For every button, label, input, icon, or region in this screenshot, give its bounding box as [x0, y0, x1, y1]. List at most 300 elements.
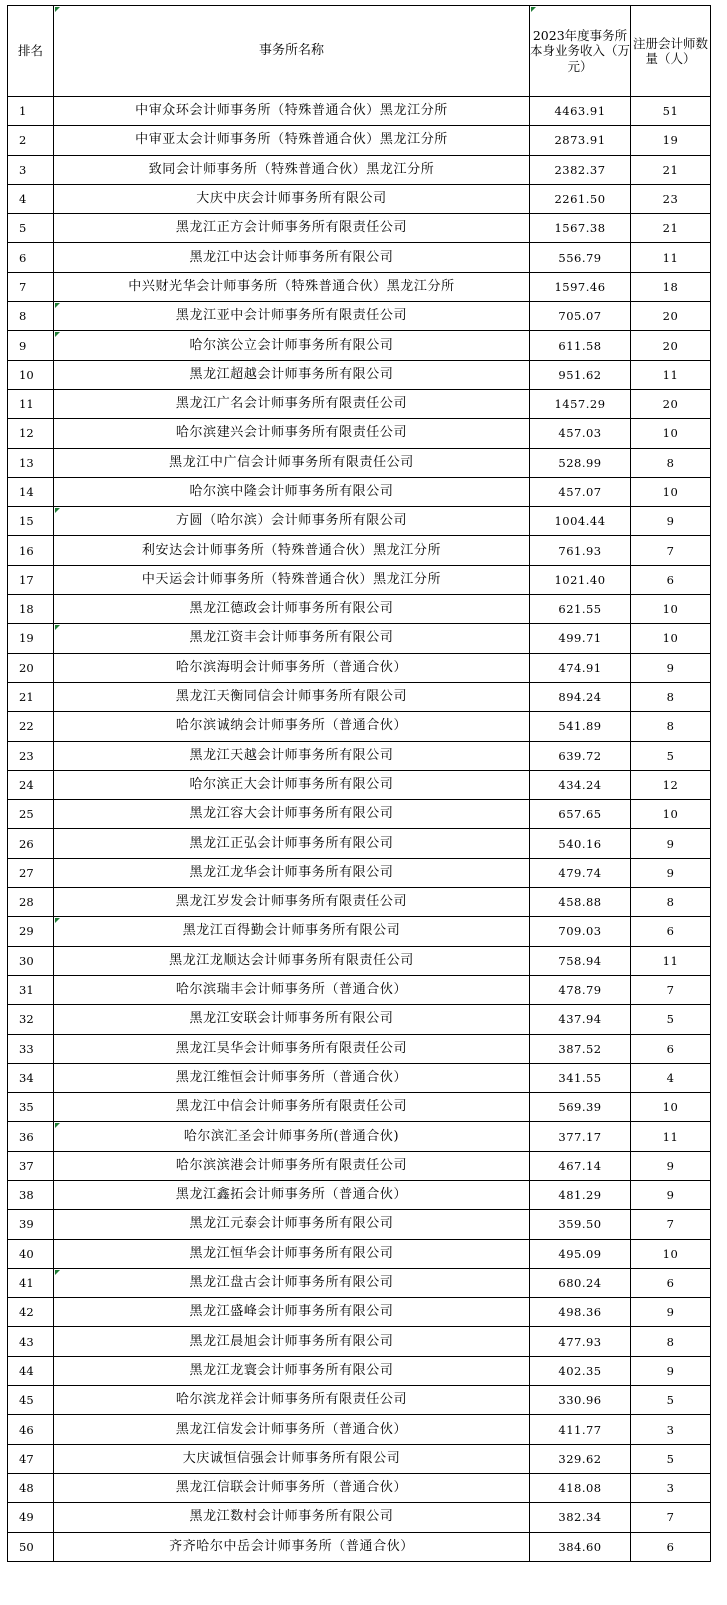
comment-marker-icon	[531, 7, 536, 12]
table-row	[8, 1093, 711, 1122]
revenue-cell	[530, 536, 631, 565]
firm-name-cell	[54, 800, 530, 829]
cpa-count-cell-text: 10	[662, 1100, 679, 1115]
firm-name-cell	[54, 1532, 530, 1561]
revenue-cell	[530, 712, 631, 741]
rank-cell-text: 12	[19, 426, 34, 441]
cpa-count-cell-text: 9	[666, 514, 675, 529]
table-row	[8, 888, 711, 917]
revenue-cell-text: 709.03	[558, 924, 602, 939]
rank-cell	[8, 1210, 54, 1239]
revenue-cell-text: 1021.40	[554, 572, 606, 587]
firm-name-cell-text: 哈尔滨汇圣会计师事务所(普通合伙)	[183, 1128, 400, 1144]
firm-name-cell-text: 哈尔滨瑞丰会计师事务所（普通合伙）	[175, 982, 408, 998]
cpa-count-cell-text: 3	[666, 1481, 675, 1496]
cpa-count-cell-text: 9	[666, 1363, 675, 1378]
firm-name-cell	[54, 214, 530, 243]
revenue-cell	[530, 975, 631, 1004]
revenue-cell-text: 467.14	[558, 1158, 602, 1173]
cpa-count-cell	[631, 1093, 711, 1122]
firm-name-cell	[54, 858, 530, 887]
rank-cell	[8, 858, 54, 887]
cpa-count-cell	[631, 302, 711, 331]
rank-cell-text: 16	[19, 543, 34, 558]
firm-name-cell	[54, 507, 530, 536]
firm-name-cell-text: 哈尔滨龙祥会计师事务所有限责任公司	[175, 1392, 408, 1408]
revenue-cell-text: 457.03	[558, 426, 602, 441]
rank-cell-text: 38	[19, 1188, 34, 1203]
revenue-cell	[530, 1093, 631, 1122]
cpa-count-cell-text: 12	[662, 777, 679, 792]
cpa-count-cell	[631, 1180, 711, 1209]
firm-name-cell	[54, 712, 530, 741]
rank-cell	[8, 829, 54, 858]
cpa-count-cell-text: 18	[662, 279, 679, 294]
firm-name-cell	[54, 1034, 530, 1063]
revenue-cell-text: 499.71	[558, 631, 602, 646]
rank-cell-text: 46	[19, 1422, 34, 1437]
rank-cell	[8, 448, 54, 477]
firm-name-cell-text: 黑龙江中广信会计师事务所有限责任公司	[169, 454, 414, 470]
cpa-count-cell-text: 10	[662, 631, 679, 646]
table-row	[8, 419, 711, 448]
rank-cell-text: 29	[19, 924, 34, 939]
cpa-count-cell	[631, 1503, 711, 1532]
rank-cell-text: 36	[19, 1129, 34, 1144]
cpa-count-cell	[631, 624, 711, 653]
firm-name-cell-text: 黑龙江容大会计师事务所有限公司	[189, 806, 394, 822]
table-row	[8, 507, 711, 536]
firm-name-cell-text: 黑龙江龙寰会计师事务所有限公司	[189, 1362, 394, 1378]
cpa-count-cell	[631, 946, 711, 975]
revenue-cell-text: 1597.46	[554, 279, 606, 294]
cpa-count-cell	[631, 536, 711, 565]
rank-cell	[8, 1122, 54, 1151]
firm-name-cell	[54, 946, 530, 975]
rank-cell	[8, 360, 54, 389]
revenue-cell-text: 758.94	[558, 953, 602, 968]
cpa-count-cell	[631, 1005, 711, 1034]
rank-cell-text: 21	[19, 690, 34, 705]
comment-marker-icon	[55, 332, 60, 337]
rank-cell-text: 49	[19, 1510, 34, 1525]
rank-cell	[8, 1415, 54, 1444]
cpa-count-cell	[631, 858, 711, 887]
cpa-count-cell	[631, 1386, 711, 1415]
cpa-count-cell	[631, 829, 711, 858]
revenue-cell	[530, 653, 631, 682]
table-row	[8, 975, 711, 1004]
revenue-cell	[530, 1210, 631, 1239]
rank-cell-text: 47	[19, 1451, 34, 1466]
revenue-cell	[530, 419, 631, 448]
cpa-count-cell-text: 11	[662, 367, 679, 382]
rank-cell-text: 32	[19, 1012, 34, 1027]
rank-cell-text: 2	[19, 133, 27, 148]
revenue-cell	[530, 1063, 631, 1092]
cpa-count-cell-text: 10	[662, 602, 679, 617]
firm-name-cell	[54, 888, 530, 917]
header-revenue-label: 2023年度事务所本身业务收入（万元）	[530, 27, 631, 74]
cpa-count-cell	[631, 389, 711, 418]
cpa-count-cell	[631, 1532, 711, 1561]
firm-name-cell-text: 黑龙江德政会计师事务所有限公司	[189, 601, 394, 617]
rank-cell	[8, 1093, 54, 1122]
table-row	[8, 1151, 711, 1180]
revenue-cell	[530, 682, 631, 711]
firm-name-cell	[54, 741, 530, 770]
firm-name-cell	[54, 624, 530, 653]
table-row	[8, 712, 711, 741]
revenue-cell	[530, 1268, 631, 1297]
comment-marker-icon	[55, 918, 60, 923]
rank-cell	[8, 1444, 54, 1473]
cpa-count-cell	[631, 448, 711, 477]
revenue-cell-text: 458.88	[558, 895, 602, 910]
revenue-cell-text: 498.36	[558, 1305, 602, 1320]
firm-name-cell	[54, 360, 530, 389]
firm-name-cell	[54, 1151, 530, 1180]
firm-name-cell	[54, 917, 530, 946]
cpa-count-cell	[631, 1122, 711, 1151]
table-row	[8, 1473, 711, 1502]
table-row	[8, 302, 711, 331]
cpa-count-cell	[631, 917, 711, 946]
firm-name-cell	[54, 331, 530, 360]
revenue-cell	[530, 1298, 631, 1327]
rank-cell-text: 9	[19, 338, 27, 353]
firm-name-cell	[54, 1093, 530, 1122]
cpa-count-cell	[631, 1356, 711, 1385]
cpa-count-cell-text: 8	[666, 455, 675, 470]
firm-name-cell-text: 黑龙江鑫拓会计师事务所（普通合伙）	[175, 1187, 408, 1203]
firm-name-cell	[54, 1210, 530, 1239]
rank-cell	[8, 1180, 54, 1209]
rank-cell	[8, 184, 54, 213]
revenue-cell-text: 761.93	[558, 543, 602, 558]
firm-name-cell-text: 利安达会计师事务所（特殊普通合伙）黑龙江分所	[141, 542, 442, 558]
table-row	[8, 1356, 711, 1385]
table-row	[8, 360, 711, 389]
table-row	[8, 1386, 711, 1415]
comment-marker-icon	[55, 1270, 60, 1275]
rank-cell-text: 27	[19, 865, 34, 880]
table-row	[8, 126, 711, 155]
rank-cell	[8, 917, 54, 946]
firm-name-cell-text: 黑龙江岁发会计师事务所有限责任公司	[175, 894, 408, 910]
rank-cell-text: 50	[19, 1539, 34, 1554]
revenue-cell	[530, 829, 631, 858]
rank-cell	[8, 888, 54, 917]
revenue-cell-text: 2382.37	[554, 162, 606, 177]
table-row	[8, 595, 711, 624]
table-row	[8, 741, 711, 770]
revenue-cell	[530, 331, 631, 360]
revenue-cell-text: 359.50	[558, 1217, 602, 1232]
firm-name-cell	[54, 1415, 530, 1444]
table-body	[8, 97, 711, 1562]
cpa-count-cell-text: 10	[662, 426, 679, 441]
revenue-cell-text: 437.94	[558, 1012, 602, 1027]
rank-cell	[8, 1532, 54, 1561]
cpa-count-cell-text: 3	[666, 1422, 675, 1437]
rank-cell	[8, 565, 54, 594]
revenue-cell-text: 382.34	[558, 1510, 602, 1525]
cpa-count-cell-text: 8	[666, 895, 675, 910]
firm-name-cell-text: 致同会计师事务所（特殊普通合伙）黑龙江分所	[148, 161, 435, 177]
rank-cell-text: 35	[19, 1100, 34, 1115]
rank-cell-text: 37	[19, 1158, 34, 1173]
cpa-count-cell-text: 8	[666, 690, 675, 705]
rank-cell-text: 4	[19, 192, 27, 207]
firm-name-cell-text: 黑龙江晨旭会计师事务所有限公司	[189, 1333, 394, 1349]
table-row	[8, 1444, 711, 1473]
cpa-count-cell	[631, 184, 711, 213]
revenue-cell-text: 402.35	[558, 1363, 602, 1378]
table-row	[8, 1005, 711, 1034]
cpa-count-cell	[631, 653, 711, 682]
rank-cell-text: 45	[19, 1393, 34, 1408]
rank-cell-text: 28	[19, 895, 34, 910]
cpa-count-cell	[631, 800, 711, 829]
rank-cell-text: 26	[19, 836, 34, 851]
revenue-cell	[530, 155, 631, 184]
cpa-count-cell	[631, 1415, 711, 1444]
firm-name-cell-text: 哈尔滨正大会计师事务所有限公司	[189, 776, 394, 792]
firm-name-cell-text: 黑龙江资丰会计师事务所有限公司	[189, 630, 394, 646]
comment-marker-icon	[55, 508, 60, 513]
cpa-count-cell-text: 5	[666, 1451, 675, 1466]
firm-name-cell-text: 黑龙江天衡同信会计师事务所有限公司	[175, 689, 408, 705]
cpa-count-cell-text: 19	[662, 133, 679, 148]
revenue-cell	[530, 1532, 631, 1561]
revenue-cell	[530, 1473, 631, 1502]
cpa-count-cell-text: 9	[666, 836, 675, 851]
firm-name-cell-text: 黑龙江龙顺达会计师事务所有限责任公司	[169, 952, 414, 968]
table-row	[8, 770, 711, 799]
firm-name-cell	[54, 1386, 530, 1415]
rank-cell	[8, 1063, 54, 1092]
firm-name-cell-text: 黑龙江昊华会计师事务所有限责任公司	[175, 1040, 408, 1056]
firm-name-cell	[54, 536, 530, 565]
rank-cell-text: 13	[19, 455, 34, 470]
rank-cell-text: 14	[19, 485, 34, 499]
firm-name-cell	[54, 1503, 530, 1532]
rank-cell-text: 19	[19, 631, 34, 646]
cpa-count-cell-text: 10	[662, 1246, 679, 1261]
revenue-cell	[530, 448, 631, 477]
firm-name-cell	[54, 97, 530, 126]
rank-cell	[8, 419, 54, 448]
header-rank: 排名	[8, 6, 54, 97]
cpa-count-cell	[631, 975, 711, 1004]
revenue-cell	[530, 1444, 631, 1473]
rank-cell	[8, 595, 54, 624]
firm-name-cell-text: 哈尔滨建兴会计师事务所有限责任公司	[175, 425, 408, 441]
cpa-count-cell-text: 21	[662, 162, 679, 177]
revenue-cell-text: 330.96	[558, 1393, 602, 1408]
revenue-cell	[530, 507, 631, 536]
cpa-count-cell	[631, 126, 711, 155]
firm-name-cell	[54, 243, 530, 272]
firm-name-cell	[54, 975, 530, 1004]
firm-name-cell	[54, 829, 530, 858]
rank-cell-text: 5	[19, 221, 27, 236]
rank-cell-text: 39	[19, 1217, 34, 1232]
rank-cell-text: 40	[19, 1246, 34, 1261]
cpa-count-cell-text: 4	[666, 1070, 675, 1085]
table-row	[8, 1239, 711, 1268]
cpa-count-cell	[631, 682, 711, 711]
firm-name-cell-text: 方圆（哈尔滨）会计师事务所有限公司	[175, 513, 408, 529]
table-row	[8, 565, 711, 594]
revenue-cell-text: 495.09	[558, 1246, 602, 1261]
revenue-cell-text: 705.07	[558, 309, 602, 324]
cpa-count-cell-text: 6	[666, 1276, 675, 1291]
cpa-count-cell-text: 11	[662, 1129, 679, 1144]
cpa-count-cell	[631, 741, 711, 770]
firm-name-cell-text: 黑龙江亚中会计师事务所有限责任公司	[175, 308, 408, 324]
firm-name-cell-text: 大庆中庆会计师事务所有限公司	[196, 191, 387, 207]
firm-name-cell	[54, 126, 530, 155]
cpa-count-cell	[631, 419, 711, 448]
table-row	[8, 1210, 711, 1239]
rank-cell-text: 3	[19, 162, 27, 177]
revenue-cell-text: 894.24	[558, 690, 602, 705]
rank-cell-text: 17	[19, 572, 34, 587]
revenue-cell-text: 457.07	[558, 485, 602, 499]
table-row	[8, 1415, 711, 1444]
revenue-cell-text: 540.16	[558, 836, 602, 851]
firm-name-cell-text: 哈尔滨滨港会计师事务所有限责任公司	[175, 1157, 408, 1173]
rank-cell	[8, 1268, 54, 1297]
cpa-count-cell	[631, 565, 711, 594]
cpa-count-cell	[631, 1327, 711, 1356]
revenue-cell-text: 556.79	[558, 250, 602, 265]
rank-cell	[8, 126, 54, 155]
table-row	[8, 1063, 711, 1092]
revenue-cell-text: 951.62	[558, 367, 602, 382]
table-row	[8, 829, 711, 858]
firm-name-cell-text: 齐齐哈尔中岳会计师事务所（普通合伙）	[169, 1538, 414, 1554]
rank-cell-text: 22	[19, 719, 34, 734]
firm-name-cell-text: 黑龙江百得勤会计师事务所有限公司	[182, 923, 401, 939]
cpa-count-cell-text: 5	[666, 748, 675, 763]
table-row	[8, 1180, 711, 1209]
rank-cell	[8, 712, 54, 741]
firm-name-cell-text: 黑龙江龙华会计师事务所有限公司	[189, 864, 394, 880]
firm-name-cell-text: 黑龙江恒华会计师事务所有限公司	[189, 1245, 394, 1261]
revenue-cell	[530, 184, 631, 213]
table-row	[8, 624, 711, 653]
cpa-count-cell-text: 7	[666, 983, 675, 998]
rank-cell-text: 34	[19, 1070, 34, 1085]
revenue-cell	[530, 1415, 631, 1444]
firm-name-cell-text: 哈尔滨诚纳会计师事务所（普通合伙）	[175, 718, 408, 734]
cpa-count-cell	[631, 97, 711, 126]
rank-cell	[8, 389, 54, 418]
revenue-cell-text: 4463.91	[554, 104, 606, 119]
table-row	[8, 331, 711, 360]
rank-cell	[8, 1327, 54, 1356]
firm-name-cell-text: 黑龙江维恒会计师事务所（普通合伙）	[175, 1069, 408, 1085]
rank-cell	[8, 507, 54, 536]
firm-name-cell	[54, 1005, 530, 1034]
cpa-count-cell-text: 6	[666, 924, 675, 939]
rank-cell-text: 24	[19, 777, 34, 792]
revenue-cell-text: 1457.29	[554, 397, 606, 412]
firm-name-cell-text: 中审亚太会计师事务所（特殊普通合伙）黑龙江分所	[135, 132, 448, 148]
firm-name-cell	[54, 565, 530, 594]
firm-name-cell-text: 黑龙江中达会计师事务所有限公司	[189, 249, 394, 265]
cpa-count-cell-text: 6	[666, 1539, 675, 1554]
firm-name-cell	[54, 1444, 530, 1473]
rank-cell	[8, 770, 54, 799]
rank-cell-text: 33	[19, 1041, 34, 1056]
comment-marker-icon	[55, 625, 60, 630]
rank-cell	[8, 624, 54, 653]
table-row	[8, 653, 711, 682]
cpa-count-cell-text: 7	[666, 1510, 675, 1525]
firm-name-cell	[54, 1356, 530, 1385]
cpa-count-cell	[631, 712, 711, 741]
firm-name-cell	[54, 389, 530, 418]
cpa-count-cell	[631, 360, 711, 389]
revenue-cell	[530, 126, 631, 155]
firm-name-cell	[54, 272, 530, 301]
header-row	[8, 6, 711, 97]
revenue-cell-text: 481.29	[558, 1188, 602, 1203]
cpa-count-cell-text: 8	[666, 719, 675, 734]
firm-name-cell-text: 中兴财光华会计师事务所（特殊普通合伙）黑龙江分所	[128, 278, 455, 294]
firm-name-cell	[54, 1239, 530, 1268]
rank-cell	[8, 800, 54, 829]
table-row	[8, 389, 711, 418]
rank-cell-text: 11	[19, 397, 34, 412]
firm-name-cell	[54, 1063, 530, 1092]
rank-cell	[8, 331, 54, 360]
revenue-cell	[530, 595, 631, 624]
firm-name-cell-text: 黑龙江盛峰会计师事务所有限公司	[189, 1304, 394, 1320]
firm-name-cell	[54, 595, 530, 624]
cpa-count-cell	[631, 1063, 711, 1092]
cpa-count-cell-text: 20	[662, 338, 679, 353]
revenue-cell	[530, 1503, 631, 1532]
revenue-cell-text: 479.74	[558, 865, 602, 880]
revenue-cell	[530, 477, 631, 506]
cpa-count-cell	[631, 331, 711, 360]
comment-marker-icon	[55, 7, 60, 12]
rank-cell-text: 8	[19, 309, 27, 324]
cpa-count-cell-text: 9	[666, 1188, 675, 1203]
firm-name-cell-text: 哈尔滨中隆会计师事务所有限公司	[189, 484, 394, 499]
table-row	[8, 97, 711, 126]
table-row	[8, 1034, 711, 1063]
cpa-count-cell-text: 6	[666, 572, 675, 587]
header-firm-name	[54, 6, 530, 97]
revenue-cell	[530, 360, 631, 389]
firm-name-cell-text: 哈尔滨海明会计师事务所（普通合伙）	[175, 659, 408, 675]
firm-name-cell	[54, 448, 530, 477]
table-row	[8, 1268, 711, 1297]
revenue-cell-text: 528.99	[558, 455, 602, 470]
firm-name-cell	[54, 1268, 530, 1297]
table-row	[8, 1532, 711, 1561]
revenue-cell-text: 474.91	[558, 660, 602, 675]
cpa-count-cell-text: 51	[662, 104, 679, 119]
table-row	[8, 1298, 711, 1327]
revenue-cell	[530, 946, 631, 975]
